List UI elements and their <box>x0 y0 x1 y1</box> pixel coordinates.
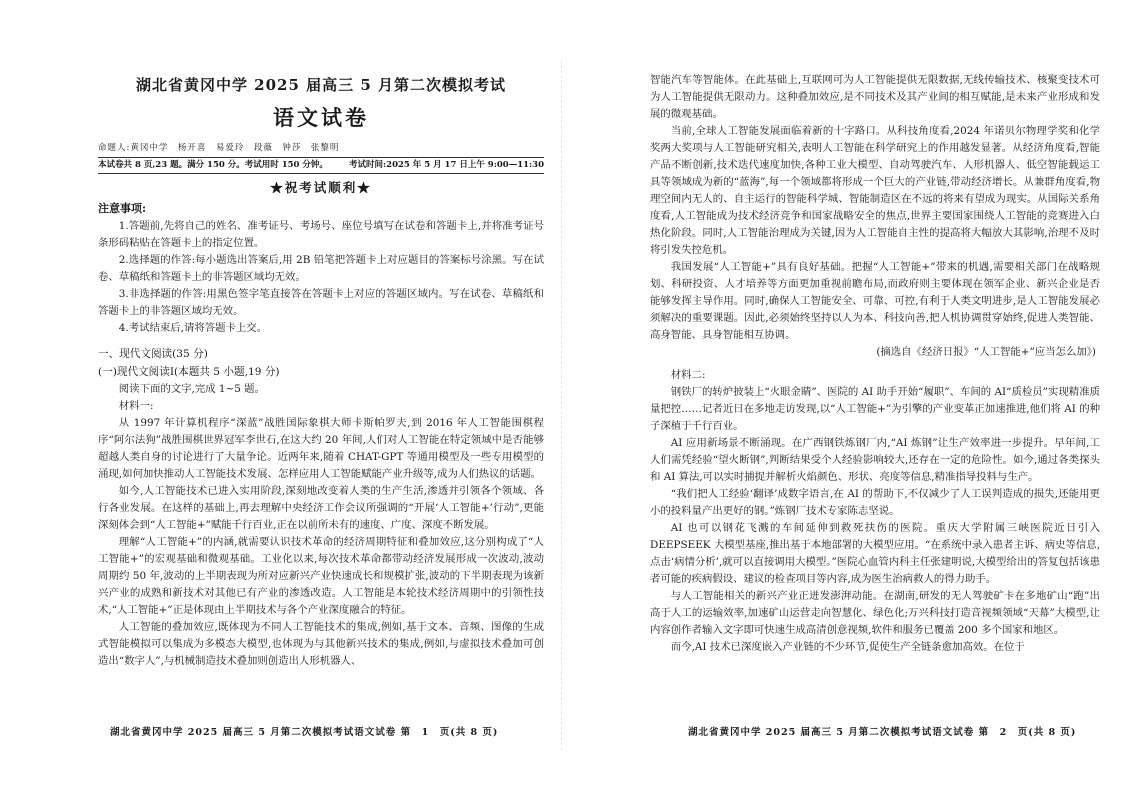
page-2-column <box>650 72 1100 656</box>
passage-paragraph: 钢铁厂的转炉披装上“火眼金睛”、医院的 AI 助手开始“履职”、车间的 AI“质检员”实现精准质量把控……记者近日在多地走访发现,以“人工智能+”为引擎的产业变革正加速推进,他们将 AI 的种子深植于千行百业。 <box>650 386 1100 432</box>
page-2 <box>562 0 1123 794</box>
good-luck-banner: ★祝考试顺利★ <box>270 180 372 195</box>
authors-line: 命题人:黄冈中学 杨开喜 易爱玲 段薇 钟莎 张黎明 <box>98 142 544 158</box>
passage-paragraph: “我们把人工经验‘翻译’成数字语言,在 AI 的帮助下,不仅减少了人工误判造成的损失,还能用更小的投料量产出更好的钢。”炼钢厂技术专家陈志坚说。 <box>650 488 1100 517</box>
page-footer: 湖北省黄冈中学 2025 届高三 5 月第二次模拟考试语文试卷 第 1 页(共 8 页) <box>110 727 499 738</box>
notice-item: 2.选择题的作答:每小题选出答案后,用 2B 铅笔把答题卡上对应题目的答案标号涂黑。写在试卷、草稿纸和答题卡上的非答题区域均无效。 <box>98 254 544 283</box>
passage-paragraph: 与人工智能相关的新兴产业正迸发澎湃动能。在湖南,研发的无人驾驶矿卡在多地矿山“跑”出高于人工的运输效率,加速矿山运营走向智慧化、绿色化;万兴科技打造音视频领域“天幕”大模型,让内容创作者输入文字即可快速生成高清创意视频,软件和服务已覆盖 200 多个国家和地区。 <box>650 590 1100 636</box>
exam-info-line <box>98 158 544 174</box>
passage-paragraph: 人工智能的叠加效应,既体现为不同人工智能技术的集成,例如,基于文本、音频、图像的生成式智能模拟可以集成为多模态大模型,也体现为与其他新兴技术的集成,例如,与虚拟技术叠加可创造出“数字人”,与机械制造技术叠加则创造出人形机器人、 <box>98 621 544 667</box>
reading-instruction: 阅读下面的文字,完成 1~5 题。 <box>118 383 265 395</box>
sub-section-heading: (一)现代文阅读Ⅰ(本题共 5 小题,19 分) <box>98 366 280 378</box>
passage-paragraph: AI 也可以钢花飞溅的车间延伸到救死扶伤的医院。重庆大学附属三峡医院近日引入 DEEPSEEK 大模型基座,推出基于本地部署的大模型应用。“在系统中录入患者主诉、病史等信息,点击‘病情分析’,就可以直接调用大模型。”医院心血管内科主任张建明说,大模型给出的答复包括该患者可能的疾病假设、建议的检查项目等内容,成为医生治病救人的得力助手。 <box>650 522 1100 585</box>
notice-item: 1.答题前,先将自己的姓名、准考证号、考场号、座位号填写在试卷和答题卡上,并将准考证号条形码粘贴在答题卡上的指定位置。 <box>98 220 544 249</box>
passage-paragraph: AI 应用新场景不断涌现。在广西钢铁炼钢厂内,“AI 炼钢”让生产效率进一步提升。早年间,工人们需凭经验“望火断钢”,判断结果受个人经验影响较大,还存在一定的危险性。如今,通过各类探头和 AI 算法,可以实时捕捉并解析火焰颜色、形状、亮度等信息,精准指导投料与生产。 <box>650 437 1100 483</box>
section-heading: 一、现代文阅读(35 分) <box>98 348 208 360</box>
paper-title: 语文试卷 <box>273 105 369 130</box>
exam-info-left: 本试卷共 8 页,23 题。满分 150 分。考试用时 150 分钟。 <box>98 160 328 170</box>
passage-paragraph: 智能汽车等智能体。在此基础上,互联网可为人工智能提供无限数据,无线传输技术、核聚变技术可为人工智能提供无限动力。这种叠加效应,是不同技术及其产业间的相互赋能,是未来产业形成和发展的微观基础。 <box>650 74 1100 120</box>
passage-paragraph: 而今,AI 技术已深度嵌入产业链的不少环节,促使生产全链条愈加高效。在位于 <box>670 641 1025 653</box>
page-1-column <box>98 72 544 670</box>
notice-item: 4.考试结束后,请将答题卡上交。 <box>118 322 268 334</box>
exam-info-right: 考试时间:2025 年 5 月 17 日上午 9:00—11:30 <box>349 160 544 170</box>
passage-paragraph: 当前,全球人工智能发展面临着新的十字路口。从科技角度看,2024 年诺贝尔物理学奖和化学奖两大奖项与人工智能研究相关,表明人工智能在科学研究上的作用越发显著。从经济角度看,智能产品不断创新,技术迭代速度加快,各种工业大模型、自动驾驶汽车、人形机器人、低空智能载运工具等领域成为新的“蓝海”,每一个领域都将形成一个巨大的产业链,带动经济增长。从兼群角度看,物理空间内无人的、自主运行的智能科学城、智能制造区在不远的将来有望成为现实。从国际关系角度看,人工智能成为技术经济竞争和国家战略安全的焦点,世界主要国家围绕人工智能的竞赛进入白热化阶段。同时,人工智能治理成为关键,因为人工智能自主性的提高将大幅放大其影响,治理不及时将引发失控危机。 <box>650 125 1100 256</box>
passage-paragraph: 理解“人工智能+”的内涵,就需要认识技术革命的经济周期特征和叠加效应,这分别构成了“人工智能+”的宏观基础和微观基础。工业化以来,每次技术革命都带动经济发展形成一次波动,波动周期约 50 年,波动的上半期表现为所对应新兴产业快速成长和规模扩张,波动的下半期表现为该新兴产业的成熟和新技术对其他已有产业的渗透改造。人工智能是本轮技术经济周期中的引领性技术,“人工智能+”正是体现由上半期技术与各个产业深度融合的特征。 <box>98 536 544 616</box>
source-citation: (摘选自《经济日报》“人工智能+”应当怎么加》) <box>876 346 1096 358</box>
page-1 <box>0 0 561 794</box>
notice-item: 3.非选择题的作答:用黑色签字笔直接答在答题卡上对应的答题区域内。写在试卷、草稿纸和答题卡上的非答题区域均无效。 <box>98 288 544 317</box>
exam-title: 湖北省黄冈中学 2025 届高三 5 月第二次模拟考试 <box>135 76 507 94</box>
passage-paragraph: 从 1997 年计算机程序“深蓝”战胜国际象棋大师卡斯帕罗夫,到 2016 年人工智能围棋程序“阿尔法狗”战胜围棋世界冠军李世石,在这大约 20 年间,人们对人工智能在特定领域中是否能够超越人类自身的讨论进行了大量争论。近两年来,随着 CHAT-GPT 等通用模型及一些专用模型的涌现,如何加快推动人工智能技术发展、怎样应用人工智能赋能产业升级等,成为人们热议的话题。 <box>98 417 544 480</box>
passage-paragraph: 我国发展“人工智能+”具有良好基础。把握“人工智能+”带来的机遇,需要相关部门在战略规划、科研投资、人才培养等方面更加重视前瞻布局,而政府则主要体现在领军企业、新兴企业是否能够发挥主导作用。同时,确保人工智能安全、可靠、可控,有利于人类文明进步,是人工智能发展必须解决的重要课题。因此,必须始终坚持以人为本、科技向善,把人机协调贯穿始终,促进人类智能、高身智能、具身智能相互协调。 <box>650 261 1100 341</box>
page-footer: 湖北省黄冈中学 2025 届高三 5 月第二次模拟考试语文试卷 第 2 页(共 8 页) <box>688 727 1077 738</box>
material-2-label: 材料二: <box>670 369 706 381</box>
notice-title: 注意事项: <box>98 202 147 215</box>
passage-paragraph: 如今,人工智能技术已进入实用阶段,深刻地改变着人类的生产生活,渗透并引领各个领域、各行各业发展。在这样的基础上,再去理解中央经济工作会议所强调的“开展‘人工智能+’行动”,更能深刻体会到“人工智能+”赋能千行百业,正在以前所未有的速度、广度、深度不断发展。 <box>98 485 544 531</box>
material-1-label: 材料一: <box>118 400 154 412</box>
